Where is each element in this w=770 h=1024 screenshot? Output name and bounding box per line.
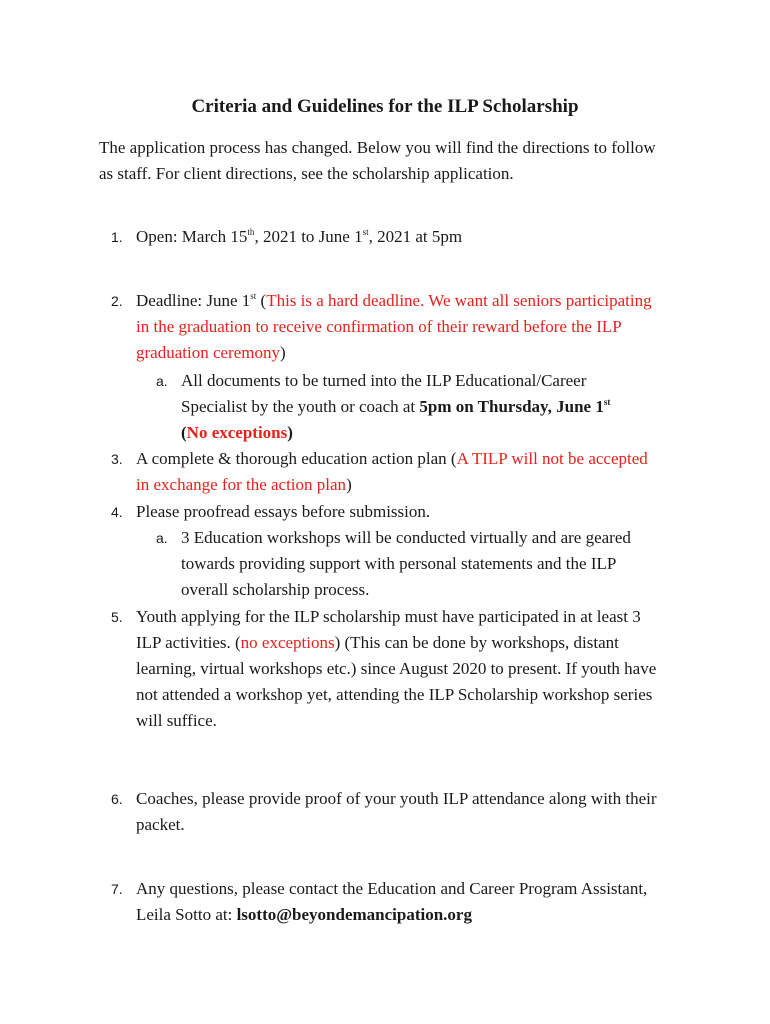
list-number: 6. [111, 791, 123, 807]
sub-item-text: 3 Education workshops will be conducted virtually and are geared towards providing support with personal statements and the ILP overall scholarship process. [181, 528, 631, 599]
list-item-text: Open: March 15th, 2021 to June 1st, 2021 at 5pm [136, 227, 463, 246]
list-item-text: Any questions, please contact the Education and Career Program Assistant, Leila Sotto at: lsotto@beyondemancipation.org [136, 879, 648, 924]
list-number: 2. [111, 293, 123, 309]
sub-item-text: All documents to be turned into the ILP Educational/Career Specialist by the youth or coach at 5pm on Thursday, June 1st (No exceptions) [181, 371, 611, 442]
list-number: 3. [111, 451, 123, 467]
list-item-text: Deadline: June 1st (This is a hard deadline. We want all seniors participating in the graduation to receive confirmation of their reward before the ILP graduation ceremony) [136, 291, 652, 362]
list-item-text: Youth applying for the ILP scholarship must have participated in at least 3 ILP activities. (no exceptions) (This can be done by workshops, distant learning, virtual workshops etc.) since August 2020 to present. If youth have not attended a workshop yet, attending the ILP Scholarship workshop series will suffice. [136, 607, 657, 730]
contact-email[interactable]: lsotto@beyondemancipation.org [236, 905, 472, 924]
list-item-text: Coaches, please provide proof of your youth ILP attendance along with their packet. [136, 789, 657, 834]
hard-deadline-note: This is a hard deadline. We want all seniors participating in the graduation to receive confirmation of their reward before the ILP graduation ceremony [136, 291, 652, 362]
list-number: 4. [111, 504, 123, 520]
sub-letter: a. [156, 373, 168, 389]
document-title: Criteria and Guidelines for the ILP Scholarship [191, 96, 579, 117]
intro-paragraph: The application process has changed. Below you will find the directions to follow as staff. For client directions, see the scholarship application. [99, 138, 656, 183]
list-number: 1. [111, 229, 123, 245]
list-number: 5. [111, 609, 123, 625]
list-item-text: A complete & thorough education action plan (A TILP will not be accepted in exchange for the action plan) [136, 449, 648, 494]
tilp-note: A TILP will not be accepted in exchange for the action plan [136, 449, 648, 494]
list-item-text: Please proofread essays before submission. [136, 502, 431, 521]
no-exceptions-note: No exceptions [186, 423, 288, 442]
sub-letter: a. [156, 530, 168, 546]
no-exceptions-note: no exceptions [240, 633, 335, 652]
list-number: 7. [111, 881, 123, 897]
